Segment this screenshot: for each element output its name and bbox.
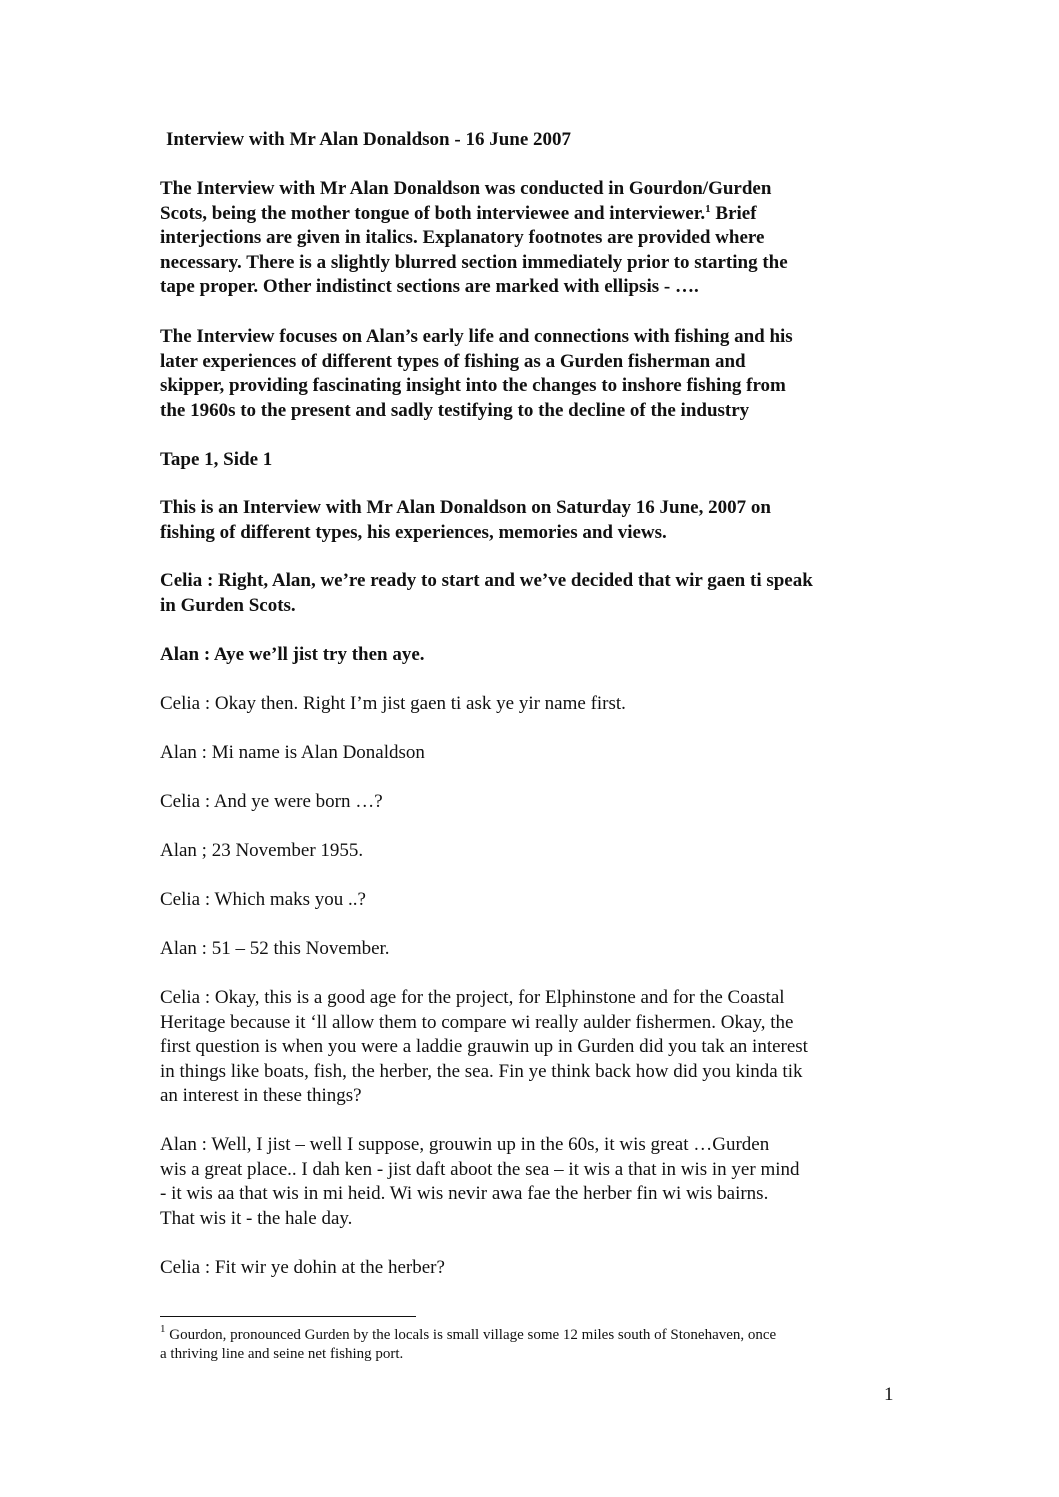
dialogue-line: Celia : Fit wir ye dohin at the herber? — [160, 1257, 445, 1278]
document-title: Interview with Mr Alan Donaldson - 16 June 2007 — [166, 129, 572, 150]
dialogue-line: Celia : Okay then. Right I’m jist gaen ti ask ye yir name first. — [160, 693, 626, 714]
footnote-divider — [160, 1316, 416, 1317]
dialogue-line: Celia : And ye were born …? — [160, 791, 383, 812]
tape-heading: Tape 1, Side 1 — [160, 449, 273, 470]
dialogue-line: Celia : Right, Alan, we’re ready to start and we’ve decided that wir gaen ti speak in Gurden Scots. — [160, 570, 813, 616]
footnote-reference: 1 — [705, 202, 711, 215]
dialogue-line: Alan ; 23 November 1955. — [160, 840, 364, 861]
dialogue-line: Celia : Which maks you ..? — [160, 889, 366, 910]
intro-paragraph-3: This is an Interview with Mr Alan Donaldson on Saturday 16 June, 2007 on fishing of different types, his experiences, memories and views. — [160, 497, 771, 543]
dialogue-line: Celia : Okay, this is a good age for the project, for Elphinstone and for the Coastal Heritage because it ‘ll allow them to compare wi really aulder fishermen. Okay, the first question is when you were a laddie grauwin up in Gurden did you tak an interest in things like boats, fish, the herber, the sea. Fin ye think back how did you kinda tik an interest in these things? — [160, 987, 808, 1106]
dialogue-line: Alan : Mi name is Alan Donaldson — [160, 742, 425, 763]
intro-paragraph-1-part-b: Brief interjections are given in italics. Explanatory footnotes are provided where necessary. There is a slightly blurred section immediately prior to starting the tape proper. Other indistinct sections are marked with ellipsis - …. — [160, 202, 788, 297]
dialogue-line: Alan : Well, I jist – well I suppose, grouwin up in the 60s, it wis great …Gurden wis a great place.. I dah ken - jist daft aboot the sea – it wis a that in wis in yer mind - it wis aa that wis in mi heid. Wi wis nevir awa fae the herber fin wi wis bairns. That wis it - the hale day. — [160, 1134, 800, 1229]
intro-paragraph-1-part-a: The Interview with Mr Alan Donaldson was conducted in Gourdon/Gurden Scots, being the mother tongue of both interviewee and interviewer. — [160, 178, 772, 224]
footnote-number: 1 — [160, 1323, 166, 1335]
dialogue-line: Alan : Aye we’ll jist try then aye. — [160, 644, 425, 665]
footnote-text: Gourdon, pronounced Gurden by the locals is small village some 12 miles south of Stonehaven, once a thriving line and seine net fishing port. — [160, 1327, 777, 1362]
intro-paragraph-2: The Interview focuses on Alan’s early life and connections with fishing and his later experiences of different types of fishing as a Gurden fisherman and skipper, providing fascinating insight into the changes to inshore fishing from the 1960s to the present and sadly testifying to the decline of the industry — [160, 326, 793, 421]
page-number: 1 — [884, 1384, 894, 1405]
footnote — [160, 1323, 905, 1364]
intro-paragraph-1 — [160, 177, 905, 300]
dialogue-line: Alan : 51 – 52 this November. — [160, 938, 390, 959]
